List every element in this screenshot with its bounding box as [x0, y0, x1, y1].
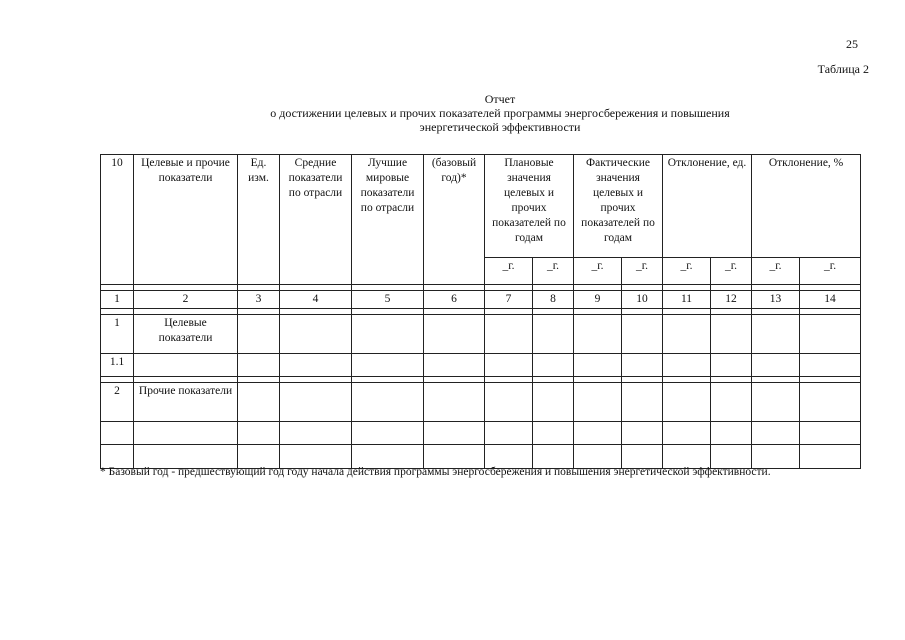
header-planned: Плановые значения целевых и прочих показателей по годам	[485, 155, 574, 258]
page-number: 25	[846, 37, 858, 51]
column-number-row	[101, 291, 861, 309]
year-cell: _г.	[622, 258, 663, 285]
footnote: * Базовый год - предшествующий год году начала действия программы энергосбережения и повышения энергетической эффективности.	[100, 466, 771, 478]
row-number: 1.1	[101, 354, 134, 377]
table-row	[101, 422, 861, 445]
column-number: 12	[711, 291, 752, 309]
table-row	[101, 315, 861, 354]
year-cell: _г.	[800, 258, 861, 285]
year-cell: _г.	[663, 258, 711, 285]
row-number: 2	[101, 383, 134, 422]
title-line-1: Отчет	[484, 92, 516, 106]
column-number: 10	[622, 291, 663, 309]
column-number: 13	[752, 291, 800, 309]
year-cell: _г.	[574, 258, 622, 285]
column-number: 11	[663, 291, 711, 309]
column-number: 2	[134, 291, 238, 309]
column-number: 9	[574, 291, 622, 309]
column-number: 6	[424, 291, 485, 309]
year-cell: _г.	[752, 258, 800, 285]
header-row	[101, 155, 861, 258]
header-deviation-percent: Отклонение, %	[752, 155, 861, 258]
header-base-year: (базовый год)*	[424, 155, 485, 285]
column-number: 14	[800, 291, 861, 309]
column-number: 7	[485, 291, 533, 309]
header-world-best: Лучшие мировые показатели по отрасли	[352, 155, 424, 285]
column-number: 3	[238, 291, 280, 309]
year-cell: _г.	[533, 258, 574, 285]
table-row	[101, 445, 861, 469]
report-table	[100, 154, 861, 469]
header-col-1: 10	[101, 155, 134, 285]
row-number: 1	[101, 315, 134, 354]
title-line-2: о достижении целевых и прочих показателей программы энергосбережения и повышения	[270, 106, 730, 120]
column-number: 5	[352, 291, 424, 309]
header-actual: Фактические значения целевых и прочих показателей по годам	[574, 155, 663, 258]
table-row	[101, 383, 861, 422]
row-name	[134, 354, 238, 377]
column-number: 1	[101, 291, 134, 309]
column-number: 8	[533, 291, 574, 309]
row-name: Целевые показатели	[134, 315, 238, 354]
title-line-3: энергетической эффективности	[419, 120, 581, 134]
year-cell: _г.	[485, 258, 533, 285]
column-number: 4	[280, 291, 352, 309]
header-deviation-units: Отклонение, ед.	[663, 155, 752, 258]
table-row	[101, 354, 861, 377]
row-name: Прочие показатели	[134, 383, 238, 422]
header-units: Ед. изм.	[238, 155, 280, 285]
header-indicators: Целевые и прочие показатели	[134, 155, 238, 285]
table-label: Таблица 2	[817, 62, 869, 76]
year-cell: _г.	[711, 258, 752, 285]
header-industry-avg: Средние показатели по отрасли	[280, 155, 352, 285]
report-title	[100, 92, 900, 134]
